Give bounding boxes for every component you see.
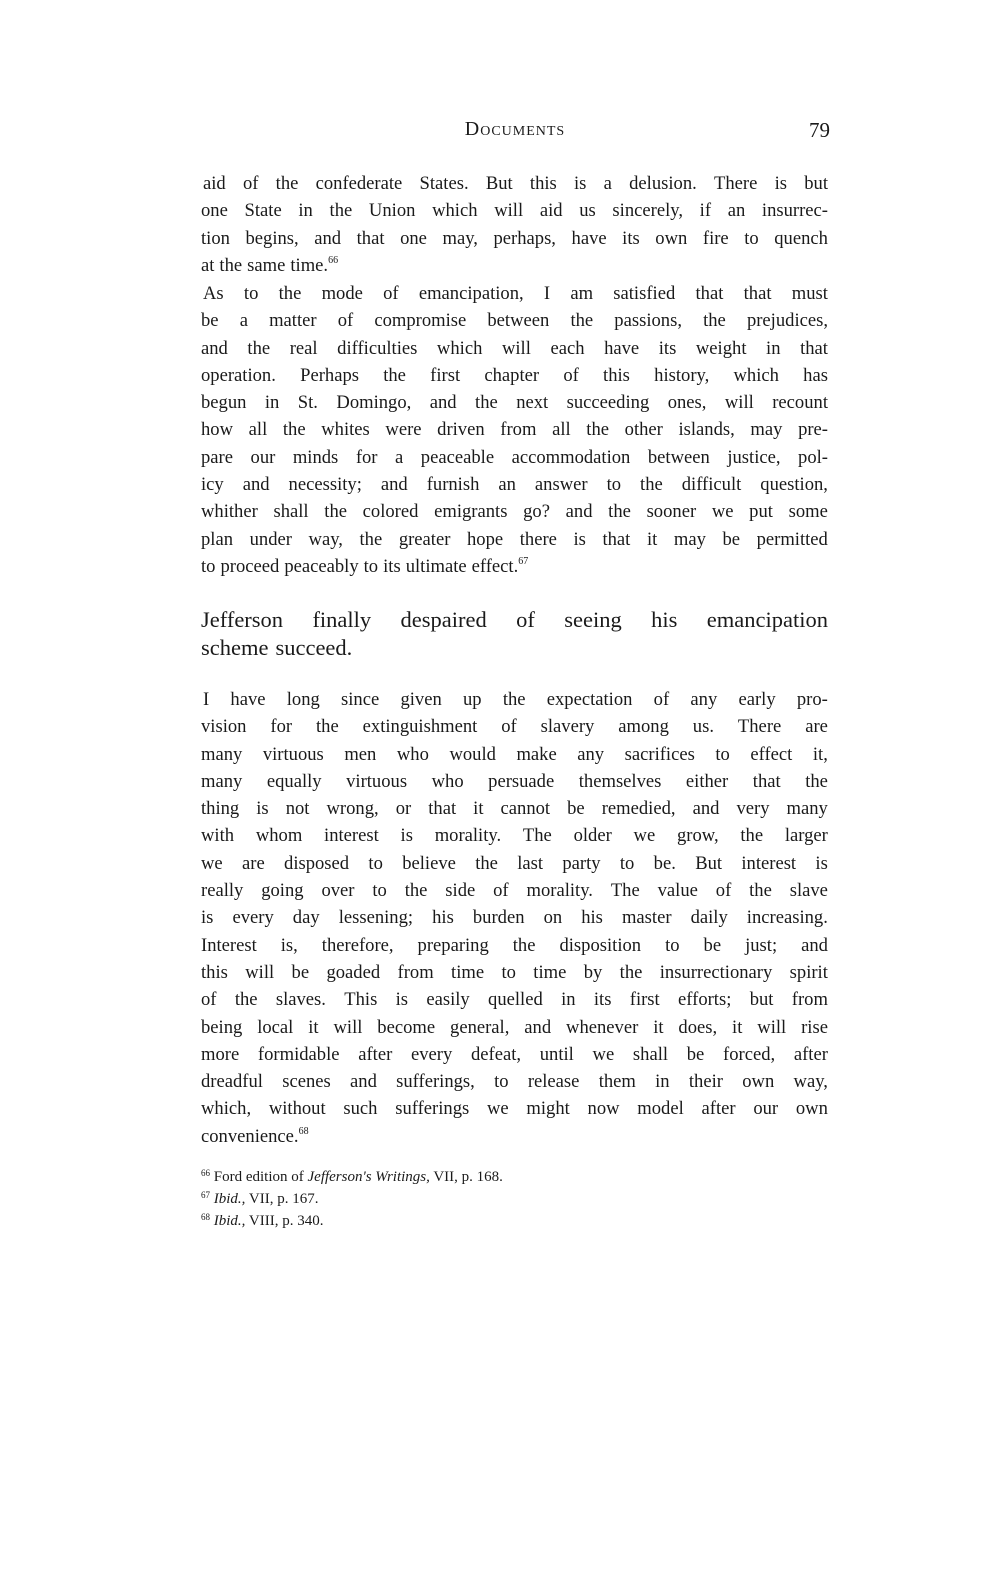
page-number: 79 — [809, 118, 830, 142]
text-line: be a matter of compromise between the passions, the prejudices, — [201, 310, 828, 332]
footnote-number: 66 — [201, 1168, 210, 1178]
text-line: being local it will become general, and whenever it does, it will rise — [201, 1016, 828, 1038]
text-line: plan under way, the greater hope there is that it may be permitted — [201, 528, 828, 550]
text-line: aid of the confederate States. But this is a delusion. There is but — [203, 173, 828, 194]
footnote-number: 67 — [201, 1190, 210, 1200]
text-line: Interest is, therefore, preparing the disposition to be just; and — [201, 934, 828, 956]
text-line: this will be goaded from time to time by the insurrectionary spirit — [201, 961, 828, 983]
text-line: I have long since given up the expectation of any early pro- — [203, 689, 828, 710]
citation-title: Ibid., — [213, 1191, 246, 1207]
section-heading — [201, 606, 828, 662]
text-line: we are disposed to believe the last party to be. But interest is — [201, 852, 828, 874]
text-line: of the slaves. This is easily quelled in its first efforts; but from — [201, 989, 828, 1011]
text-line: dreadful scenes and sufferings, to release them in their own way, — [201, 1071, 828, 1093]
text-line: which, without such sufferings we might now model after our own — [201, 1098, 828, 1120]
text-line: begun in St. Domingo, and the next succeeding ones, will recount — [201, 392, 828, 414]
paragraph-2 — [201, 280, 828, 580]
paragraph-1 — [201, 170, 828, 279]
page-header — [200, 118, 830, 148]
text-line: and the real difficulties which will each have its weight in that — [201, 337, 828, 359]
citation-title: Ibid., — [213, 1213, 246, 1229]
text-line: vision for the extinguishment of slavery among us. There are — [201, 716, 828, 738]
text-line: is every day lessening; his burden on his master daily increasing. — [201, 907, 828, 929]
footnote-ref[interactable]: 68 — [298, 1125, 309, 1137]
text-line: one State in the Union which will aid us sincerely, if an insurrec- — [201, 200, 828, 222]
text-line: tion begins, and that one may, perhaps, have its own fire to quench — [201, 227, 828, 249]
text-line: more formidable after every defeat, until we shall be forced, after — [201, 1043, 828, 1065]
text-line: really going over to the side of morality. The value of the slave — [201, 880, 828, 902]
running-head: Documents — [464, 118, 566, 140]
footnote: $^{66}$ Ford edition of Jefferson's Writings, VII, p. 168. — [201, 1168, 503, 1185]
text-line: icy and necessity; and furnish an answer to the difficult question, — [201, 474, 828, 496]
text-line: at the same time.$^{66}$ — [201, 254, 339, 276]
footnote: $^{67}$ Ibid., VII, p. 167. — [201, 1190, 319, 1207]
text-line: As to the mode of emancipation, I am satisfied that that must — [203, 283, 828, 304]
text-line: pare our minds for a peaceable accommodation between justice, pol- — [201, 446, 828, 468]
text-line: how all the whites were driven from all the other islands, may pre- — [201, 419, 828, 441]
text-line: many virtuous men who would make any sacrifices to effect it, — [201, 743, 828, 765]
text-line: with whom interest is morality. The older we grow, the larger — [201, 825, 828, 847]
footnote-ref[interactable]: 67 — [518, 555, 529, 567]
text-line: Jefferson finally despaired of seeing his emancipation — [201, 607, 828, 632]
text-line: whither shall the colored emigrants go? and the sooner we put some — [201, 501, 828, 523]
footnote-ref[interactable]: 66 — [328, 254, 339, 266]
footnote: $^{68}$ Ibid., VIII, p. 340. — [201, 1212, 324, 1229]
text-line: many equally virtuous who persuade themselves either that the — [201, 770, 828, 792]
text-line: operation. Perhaps the first chapter of this history, which has — [201, 364, 828, 386]
footnotes — [201, 1166, 503, 1232]
footnote-number: 68 — [201, 1212, 210, 1222]
paragraph-3 — [201, 686, 828, 1150]
text-line: convenience.$^{68}$ — [201, 1125, 309, 1147]
text-line: to proceed peaceably to its ultimate effect.$^{67}$ — [201, 555, 529, 577]
citation-title: Jefferson's Writings, — [307, 1169, 430, 1185]
text-line: scheme succeed. — [201, 635, 353, 660]
text-line: thing is not wrong, or that it cannot be remedied, and very many — [201, 798, 828, 820]
